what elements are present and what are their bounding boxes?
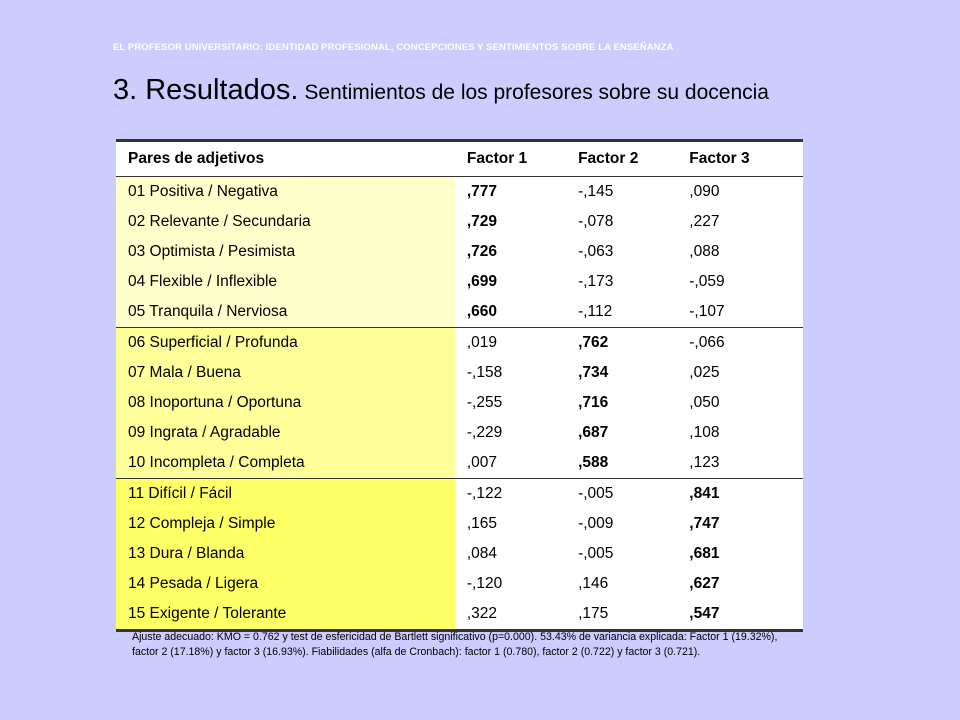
adjective-pair-cell: 13 Dura / Blanda — [116, 539, 455, 569]
column-header-factor-1: Factor 1 — [455, 141, 566, 177]
factor-3-loading-cell: ,547 — [677, 599, 803, 631]
adjective-pair-cell: 10 Incompleta / Completa — [116, 448, 455, 479]
table-row — [116, 509, 803, 539]
factor-2-loading-cell: ,588 — [566, 448, 677, 479]
factor-loadings-table — [116, 139, 803, 632]
factor-3-loading-cell: ,841 — [677, 479, 803, 510]
factor-2-loading-cell: -,145 — [566, 177, 677, 208]
factor-1-loading-cell: -,158 — [455, 358, 566, 388]
factor-1-loading-cell: ,660 — [455, 297, 566, 328]
title-subtitle: Sentimientos de los profesores sobre su docencia — [304, 81, 769, 104]
adjective-pair-cell: 02 Relevante / Secundaria — [116, 207, 455, 237]
factor-3-loading-cell: ,747 — [677, 509, 803, 539]
factor-1-loading-cell: ,699 — [455, 267, 566, 297]
adjective-pair-cell: 05 Tranquila / Nerviosa — [116, 297, 455, 328]
factor-3-loading-cell: ,025 — [677, 358, 803, 388]
factor-2-loading-cell: -,173 — [566, 267, 677, 297]
table-row — [116, 569, 803, 599]
factor-2-loading-cell: ,716 — [566, 388, 677, 418]
footnote: Ajuste adecuado: KMO = 0.762 y test de esfericidad de Bartlett significativo (p=0.000). 53.43% de variancia explicada: Factor 1 (19.32%), factor 2 (17.18%) y factor 3 (16.93%). Fiabilidades (alfa de Cronbach): factor 1 (0.780), factor 2 (0.722) y factor 3 (0.721). — [132, 631, 778, 658]
factor-2-loading-cell: -,005 — [566, 539, 677, 569]
slide-title — [113, 74, 769, 107]
factor-2-loading-cell: ,762 — [566, 328, 677, 359]
adjective-pair-cell: 15 Exigente / Tolerante — [116, 599, 455, 631]
factor-2-loading-cell: ,146 — [566, 569, 677, 599]
table-row — [116, 448, 803, 479]
factor-1-loading-cell: ,165 — [455, 509, 566, 539]
factor-1-loading-cell: ,007 — [455, 448, 566, 479]
adjective-pair-cell: 12 Compleja / Simple — [116, 509, 455, 539]
table-row — [116, 358, 803, 388]
table-row — [116, 328, 803, 359]
factor-1-loading-cell: -,255 — [455, 388, 566, 418]
factor-3-loading-cell: -,066 — [677, 328, 803, 359]
table-header-row — [116, 141, 803, 177]
factor-2-loading-cell: -,009 — [566, 509, 677, 539]
factor-1-loading-cell: -,122 — [455, 479, 566, 510]
adjective-pair-cell: 08 Inoportuna / Oportuna — [116, 388, 455, 418]
title-main: 3. Resultados. — [113, 74, 299, 106]
table-row — [116, 267, 803, 297]
factor-1-loading-cell: ,019 — [455, 328, 566, 359]
column-header-factor-2: Factor 2 — [566, 141, 677, 177]
factor-1-loading-cell: ,729 — [455, 207, 566, 237]
table-row — [116, 207, 803, 237]
factor-1-loading-cell: ,777 — [455, 177, 566, 208]
table-row — [116, 599, 803, 631]
factor-2-loading-cell: ,687 — [566, 418, 677, 448]
factor-2-loading-cell: -,005 — [566, 479, 677, 510]
factor-2-loading-cell: ,734 — [566, 358, 677, 388]
table-row — [116, 177, 803, 208]
table-row — [116, 418, 803, 448]
column-header-pairs: Pares de adjetivos — [116, 141, 455, 177]
factor-3-loading-cell: ,123 — [677, 448, 803, 479]
factor-1-loading-cell: ,322 — [455, 599, 566, 631]
factor-3-loading-cell: ,627 — [677, 569, 803, 599]
adjective-pair-cell: 03 Optimista / Pesimista — [116, 237, 455, 267]
adjective-pair-cell: 06 Superficial / Profunda — [116, 328, 455, 359]
table-row — [116, 539, 803, 569]
table-row — [116, 297, 803, 328]
adjective-pair-cell: 01 Positiva / Negativa — [116, 177, 455, 208]
adjective-pair-cell: 07 Mala / Buena — [116, 358, 455, 388]
adjective-pair-cell: 04 Flexible / Inflexible — [116, 267, 455, 297]
factor-2-loading-cell: ,175 — [566, 599, 677, 631]
factor-1-loading-cell: -,229 — [455, 418, 566, 448]
column-header-factor-3: Factor 3 — [677, 141, 803, 177]
factor-3-loading-cell: ,050 — [677, 388, 803, 418]
factor-1-loading-cell: -,120 — [455, 569, 566, 599]
factor-3-loading-cell: ,108 — [677, 418, 803, 448]
table-row — [116, 388, 803, 418]
adjective-pair-cell: 09 Ingrata / Agradable — [116, 418, 455, 448]
factor-2-loading-cell: -,063 — [566, 237, 677, 267]
factor-3-loading-cell: -,107 — [677, 297, 803, 328]
factor-1-loading-cell: ,084 — [455, 539, 566, 569]
table-row — [116, 237, 803, 267]
factor-1-loading-cell: ,726 — [455, 237, 566, 267]
factor-3-loading-cell: ,088 — [677, 237, 803, 267]
table-row — [116, 479, 803, 510]
factor-3-loading-cell: ,227 — [677, 207, 803, 237]
factor-2-loading-cell: -,112 — [566, 297, 677, 328]
factor-3-loading-cell: ,090 — [677, 177, 803, 208]
factor-3-loading-cell: ,681 — [677, 539, 803, 569]
factor-3-loading-cell: -,059 — [677, 267, 803, 297]
adjective-pair-cell: 11 Difícil / Fácil — [116, 479, 455, 510]
factor-2-loading-cell: -,078 — [566, 207, 677, 237]
header-caption: EL PROFESOR UNIVERSITARIO: IDENTIDAD PROFESIONAL, CONCEPCIONES Y SENTIMIENTOS SOBRE LA ENSEÑANZA — [113, 42, 674, 53]
adjective-pair-cell: 14 Pesada / Ligera — [116, 569, 455, 599]
